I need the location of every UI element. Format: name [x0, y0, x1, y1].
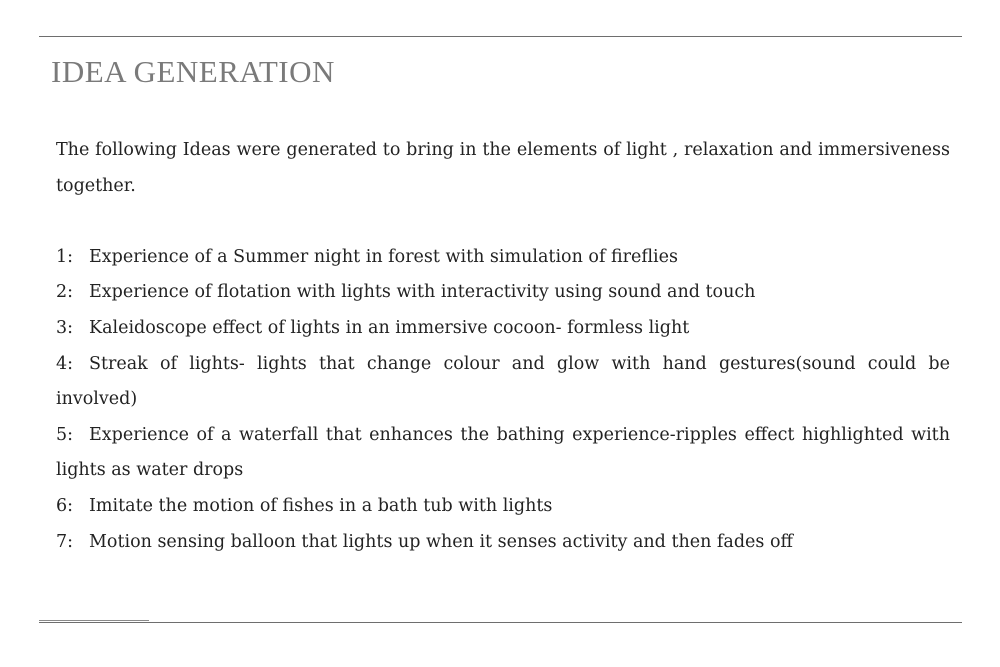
idea-number: 2:	[56, 282, 74, 303]
idea-number: 1:	[56, 246, 74, 267]
intro-paragraph: The following Ideas were generated to bring in the elements of light , relaxation and immersiveness together.	[56, 140, 950, 196]
idea-number: 7:	[56, 531, 74, 552]
bottom-accent-line	[39, 620, 149, 621]
idea-text: Kaleidoscope effect of lights in an immersive cocoon- formless light	[89, 317, 690, 338]
idea-text: Experience of flotation with lights with interactivity using sound and touch	[89, 282, 756, 303]
list-item	[56, 525, 950, 561]
idea-number: 6:	[56, 495, 74, 516]
list-item	[56, 311, 950, 347]
bottom-divider	[39, 622, 962, 623]
list-item	[56, 347, 950, 418]
idea-text: Experience of a Summer night in forest with simulation of fireflies	[89, 246, 678, 267]
idea-list	[56, 240, 950, 560]
idea-text: Streak of lights- lights that change colour and glow with hand gestures(sound could be involved)	[56, 353, 950, 410]
list-item	[56, 489, 950, 525]
top-divider	[39, 36, 962, 37]
page-title: IDEA GENERATION	[51, 54, 335, 89]
document-body	[56, 133, 950, 560]
idea-text: Imitate the motion of fishes in a bath tub with lights	[89, 495, 553, 516]
idea-text: Experience of a waterfall that enhances the bathing experience-ripples effect highlighted with lights as water drops	[56, 424, 950, 481]
idea-number: 5:	[56, 424, 74, 445]
idea-number: 3:	[56, 317, 74, 338]
list-item	[56, 240, 950, 276]
list-item	[56, 275, 950, 311]
idea-text: Motion sensing balloon that lights up when it senses activity and then fades off	[89, 531, 793, 552]
idea-number: 4:	[56, 353, 74, 374]
list-item	[56, 418, 950, 489]
